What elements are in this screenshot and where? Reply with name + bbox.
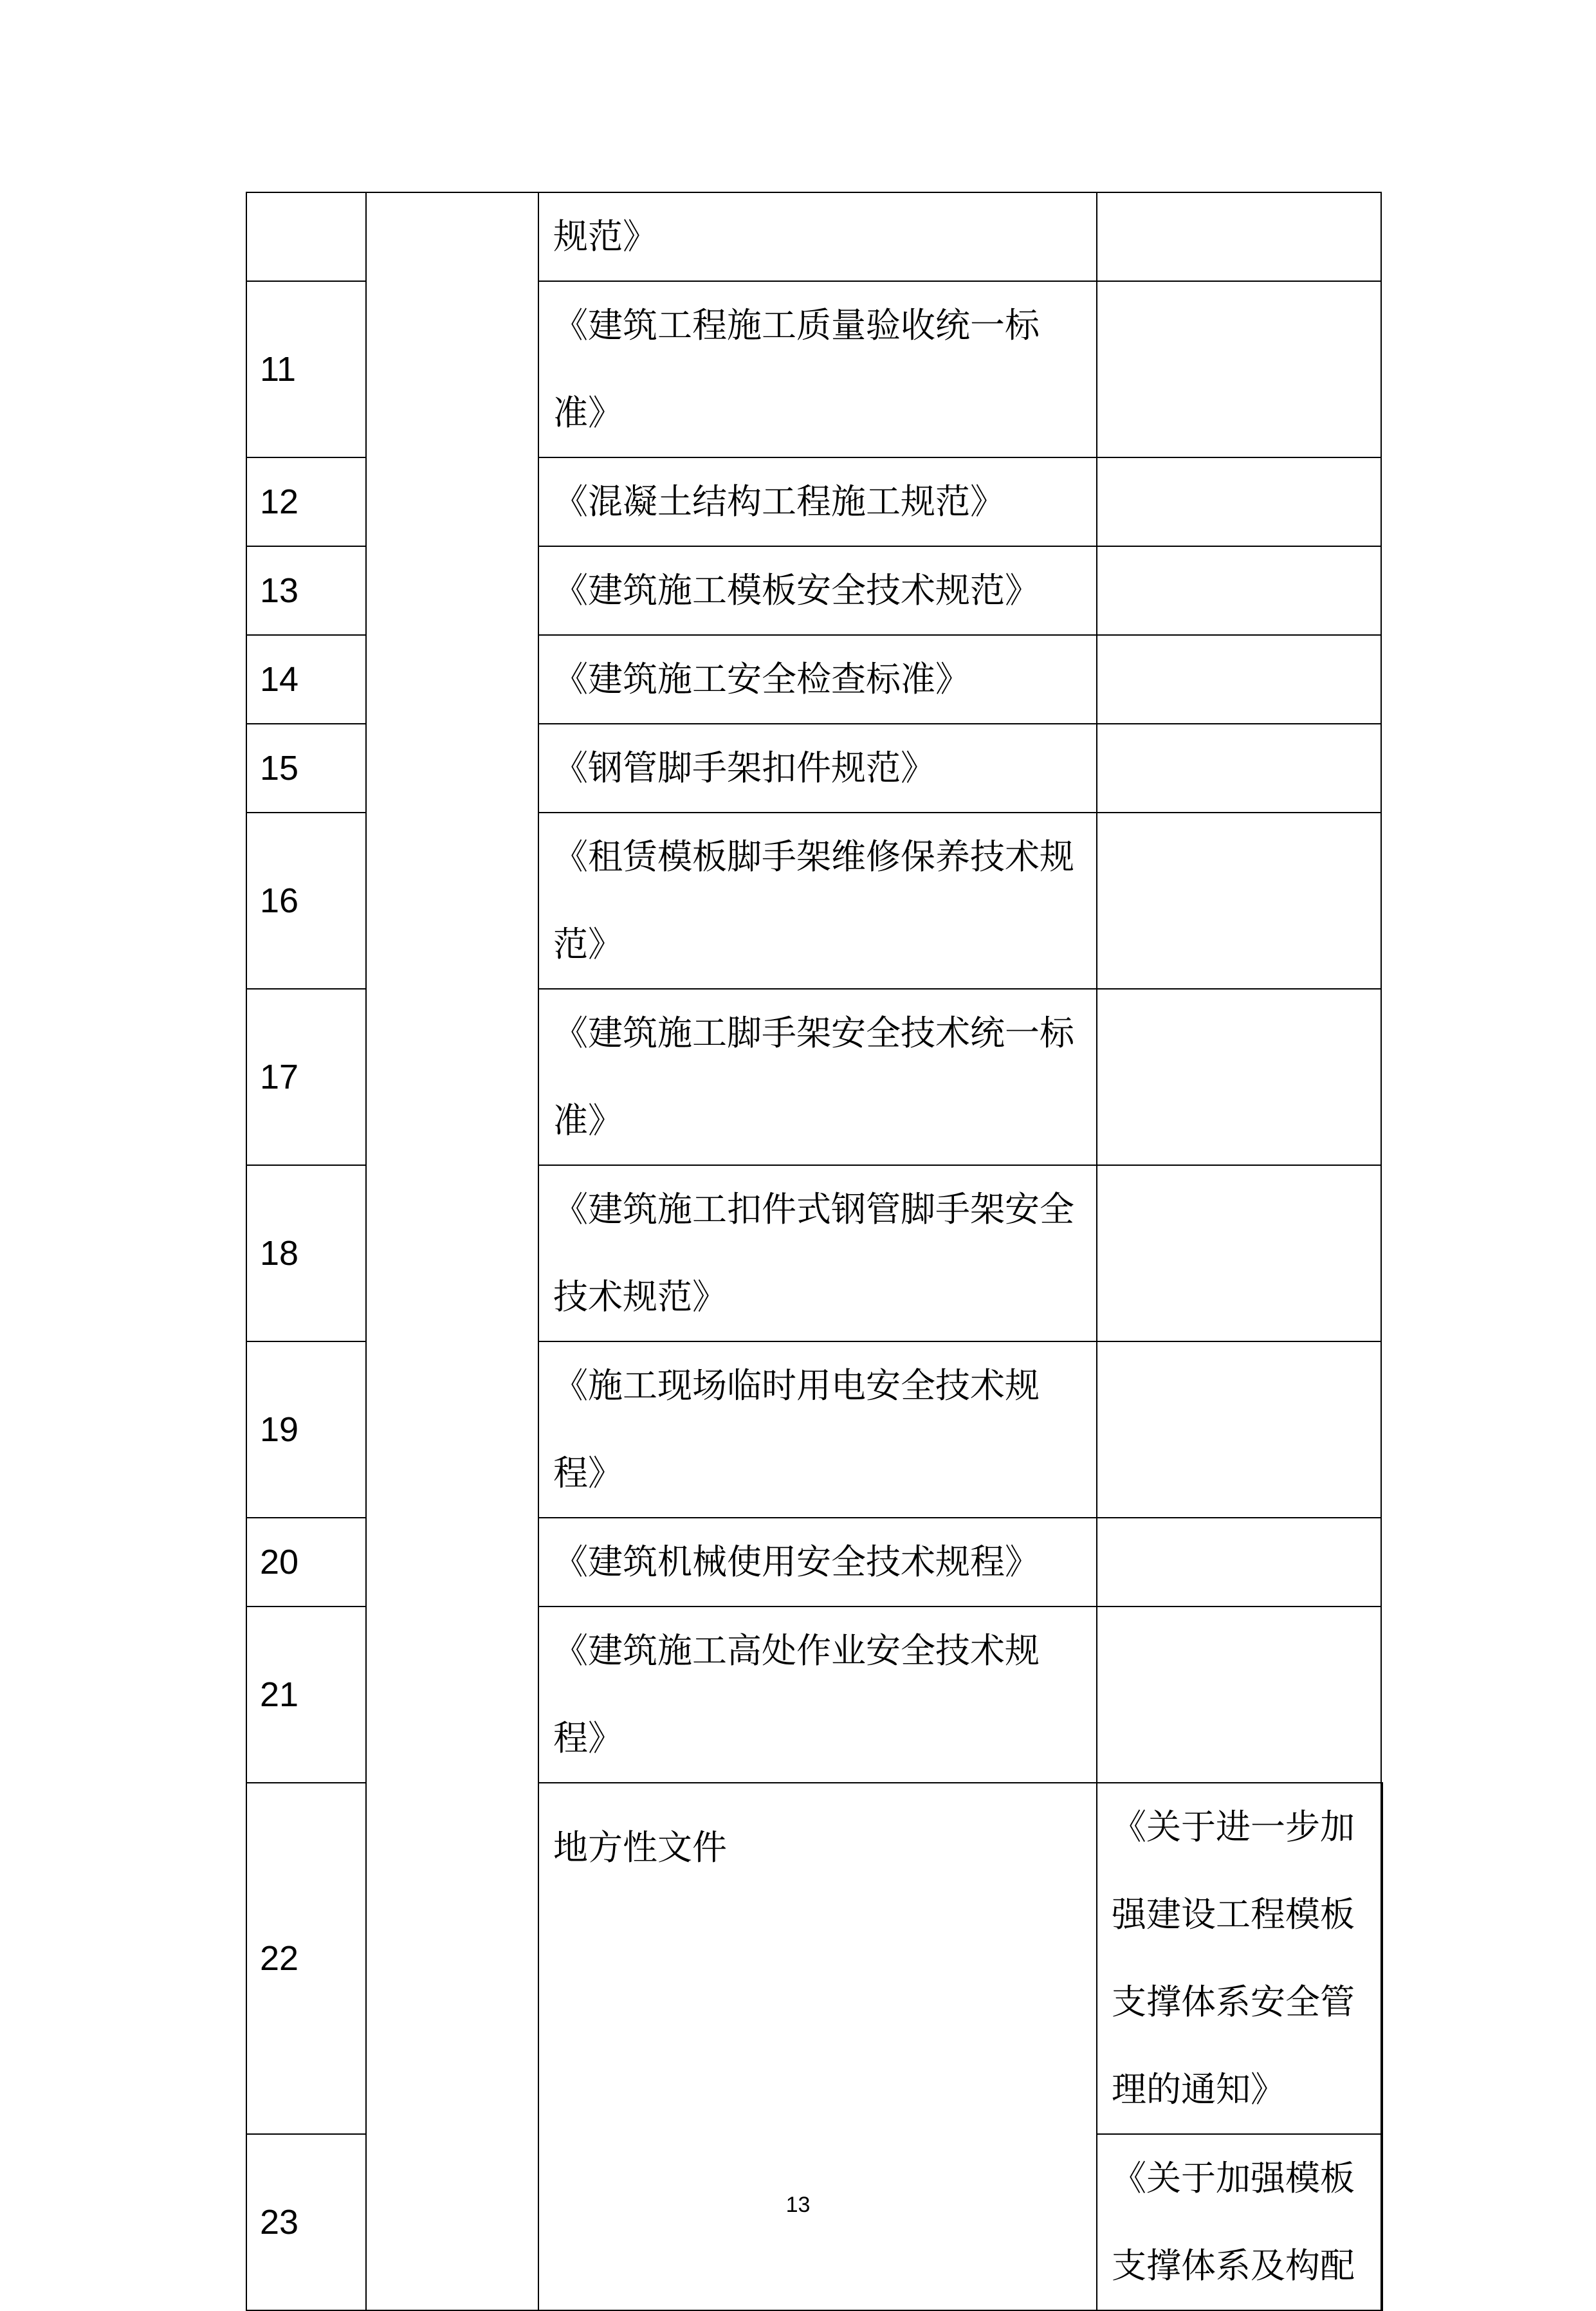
standard-name: 《建筑工程施工质量验收统一标准》 <box>538 281 1097 457</box>
remarks-cell <box>1097 989 1381 1165</box>
standard-name: 《建筑机械使用安全技术规程》 <box>538 1518 1097 1607</box>
remarks-cell <box>1097 813 1381 989</box>
row-number: 15 <box>246 724 366 813</box>
remarks-cell <box>1097 1518 1381 1607</box>
row-number: 20 <box>246 1518 366 1607</box>
row-number: 11 <box>246 281 366 457</box>
remarks-cell <box>1381 1783 1382 2134</box>
standard-name: 《钢管脚手架扣件规范》 <box>538 724 1097 813</box>
remarks-cell <box>1097 281 1381 457</box>
standard-name: 《建筑施工模板安全技术规范》 <box>538 546 1097 635</box>
standard-name: 《建筑施工安全检查标准》 <box>538 635 1097 724</box>
remarks-cell <box>1097 457 1381 546</box>
standard-name: 《租赁模板脚手架维修保养技术规范》 <box>538 813 1097 989</box>
page-number: 13 <box>785 2193 811 2217</box>
standard-name: 《建筑施工高处作业安全技术规程》 <box>538 1607 1097 1783</box>
row-number: 18 <box>246 1165 366 1341</box>
remarks-cell <box>1097 1607 1381 1783</box>
remarks-cell <box>1097 635 1381 724</box>
table-row <box>246 192 1382 281</box>
standard-name: 《建筑施工扣件式钢管脚手架安全技术规范》 <box>538 1165 1097 1341</box>
remarks-cell <box>1097 192 1381 281</box>
row-number: 17 <box>246 989 366 1165</box>
row-number: 21 <box>246 1607 366 1783</box>
row-number: 14 <box>246 635 366 724</box>
standard-name: 《施工现场临时用电安全技术规程》 <box>538 1341 1097 1518</box>
standard-name: 规范》 <box>538 192 1097 281</box>
remarks-cell <box>1097 724 1381 813</box>
row-number: 13 <box>246 546 366 635</box>
remarks-cell <box>1097 1165 1381 1341</box>
standard-name: 《混凝土结构工程施工规范》 <box>538 457 1097 546</box>
row-number: 22 <box>246 1783 366 2134</box>
row-number: 16 <box>246 813 366 989</box>
category-cell <box>366 192 538 2310</box>
standard-name: 《关于加强模板支撑体系及构配 <box>1097 2134 1381 2310</box>
row-number <box>246 192 366 281</box>
standard-name: 《关于进一步加强建设工程模板支撑体系安全管理的通知》 <box>1097 1783 1381 2134</box>
standards-table <box>246 192 1383 2311</box>
row-number: 12 <box>246 457 366 546</box>
local-docs-category: 地方性文件 <box>538 1783 1097 2310</box>
row-number: 23 <box>246 2134 366 2310</box>
row-number: 19 <box>246 1341 366 1518</box>
remarks-cell <box>1097 1341 1381 1518</box>
standard-name: 《建筑施工脚手架安全技术统一标准》 <box>538 989 1097 1165</box>
remarks-cell <box>1381 2134 1382 2310</box>
remarks-cell <box>1097 546 1381 635</box>
